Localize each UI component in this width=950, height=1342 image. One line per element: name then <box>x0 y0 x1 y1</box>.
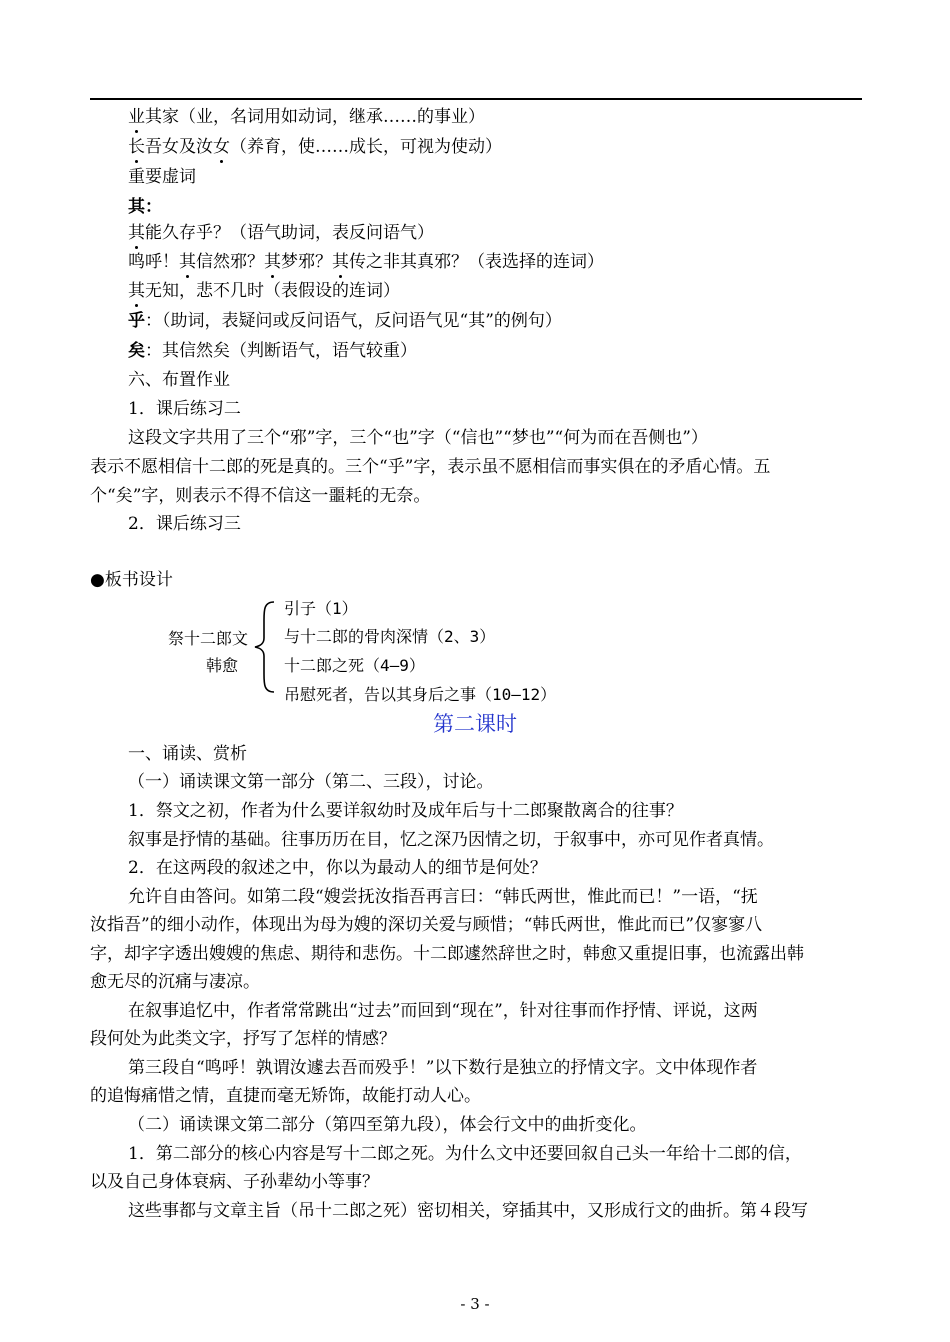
lesson-line: 1．第二部分的核心内容是写十二郎之死。为什么文中还要回叙自己头一年给十二郎的信， <box>128 1144 802 1164</box>
homework-paragraph-line: 表示不愿相信十二郎的死是真的。三个“乎”字，表示虽不愿相信而事实俱在的矛盾心情。五 <box>90 457 771 477</box>
word-heading-qi: 其： <box>128 197 162 217</box>
homework-paragraph-line: 个“矣”字，则表示不得不信这一噩耗的无奈。 <box>90 486 431 506</box>
board-item: 十二郎之死（4—9） <box>284 656 425 675</box>
lesson-line: 这些事都与文章主旨（吊十二郎之死）密切相关，穿插其中，又形成行文的曲折。第４段写 <box>128 1201 808 1221</box>
curly-brace-icon <box>252 600 278 694</box>
page-number: - 3 - <box>460 1295 490 1313</box>
lesson-line: 允许自由答问。如第二段“嫂尝抚汝指吾再言曰：“韩氏两世，惟此而已！”一语，“抚 <box>128 887 758 907</box>
section-heading-function-words: 重要虚词 <box>128 167 196 187</box>
homework-title: 六、布置作业 <box>128 370 230 390</box>
vocab-line-2: 长吾女及汝女（养育，使……成长，可视为使动） <box>128 137 502 157</box>
emphasis-char: 长 <box>128 137 145 157</box>
lesson-line: 汝指吾”的细小动作，体现出为母为嫂的深切关爱与顾惜；“韩氏两世，惟此而已”仅寥寥八 <box>90 915 763 935</box>
board-item: 与十二郎的骨肉深情（2、3） <box>284 627 496 646</box>
emphasis-char: 其 <box>332 252 349 272</box>
homework-item-1: 1．课后练习二 <box>128 399 241 419</box>
lesson-line: 在叙事追忆中，作者常常跳出“过去”而回到“现在”，针对往事而作抒情、评说，这两 <box>128 1001 758 1021</box>
header-rule <box>90 98 862 100</box>
vocab-line-5: 其能久存乎？（语气助词，表反问语气） <box>128 223 434 243</box>
lesson-line: 字，却字字透出嫂嫂的焦虑、期待和悲伤。十二郎遽然辞世之时，韩愈又重提旧事，也流露出韩 <box>90 944 804 964</box>
emphasis-char: 业 <box>128 107 145 127</box>
lesson-line: 愈无尽的沉痛与凄凉。 <box>90 972 260 992</box>
lesson-line: 段何处为此类文字，抒写了怎样的情感？ <box>90 1029 396 1049</box>
emphasis-char: 其 <box>128 223 145 243</box>
homework-item-2: 2．课后练习三 <box>128 514 241 534</box>
homework-paragraph-line: 这段文字共用了三个“邪”字，三个“也”字（“信也”“梦也”“何为而在吾侧也”） <box>128 428 708 448</box>
lesson-line: （一）诵读课文第一部分（第二、三段），讨论。 <box>128 772 494 792</box>
board-item: 引子（1） <box>284 599 358 618</box>
word-line-hu: 乎：（助词，表疑问或反问语气，反问语气见“其”的例句） <box>128 311 562 331</box>
emphasis-char: 其 <box>264 252 281 272</box>
lesson-line: 第三段自“鸣呼！孰谓汝遽去吾而殁乎！”以下数行是独立的抒情文字。文中体现作者 <box>128 1058 758 1078</box>
board-left-author: 韩愈 <box>206 656 239 675</box>
lesson-line: 的追悔痛惜之情，直捷而毫无矫饰，故能打动人心。 <box>90 1086 481 1106</box>
lesson-line: 一、诵读、赏析 <box>128 744 247 764</box>
lesson-line: 叙事是抒情的基础。往事历历在目，忆之深乃因情之切，于叙事中，亦可见作者真情。 <box>128 830 774 850</box>
vocab-line-7: 其无知，悲不几时（表假设的连词） <box>128 281 400 301</box>
word-line-yi: 矣：其信然矣（判断语气，语气较重） <box>128 341 417 361</box>
vocab-line-1: 业其家（业，名词用如动词，继承……的事业） <box>128 107 485 127</box>
board-left-title: 祭十二郎文 <box>168 629 249 648</box>
vocab-line-6: 鸣呼！其信然邪？其梦邪？其传之非其真邪？（表选择的连词） <box>128 252 604 272</box>
board-item: 吊慰死者，告以其身后之事（10—12） <box>284 685 557 704</box>
lesson-line: 以及自己身体衰病、子孙辈幼小等事？ <box>90 1172 379 1192</box>
board-design-title: ●板书设计 <box>90 570 173 590</box>
emphasis-char: 其 <box>128 281 145 301</box>
lesson-line: 2．在这两段的叙述之中，你以为最动人的细节是何处？ <box>128 858 547 878</box>
lesson-line: （二）诵读课文第二部分（第四至第九段），体会行文中的曲折变化。 <box>128 1115 647 1135</box>
lesson-line: 1．祭文之初，作者为什么要详叙幼时及成年后与十二郎聚散离合的往事？ <box>128 801 683 821</box>
emphasis-char: 其 <box>179 252 196 272</box>
lesson-2-title: 第二课时 <box>433 712 517 736</box>
emphasis-char: 女 <box>213 137 230 157</box>
